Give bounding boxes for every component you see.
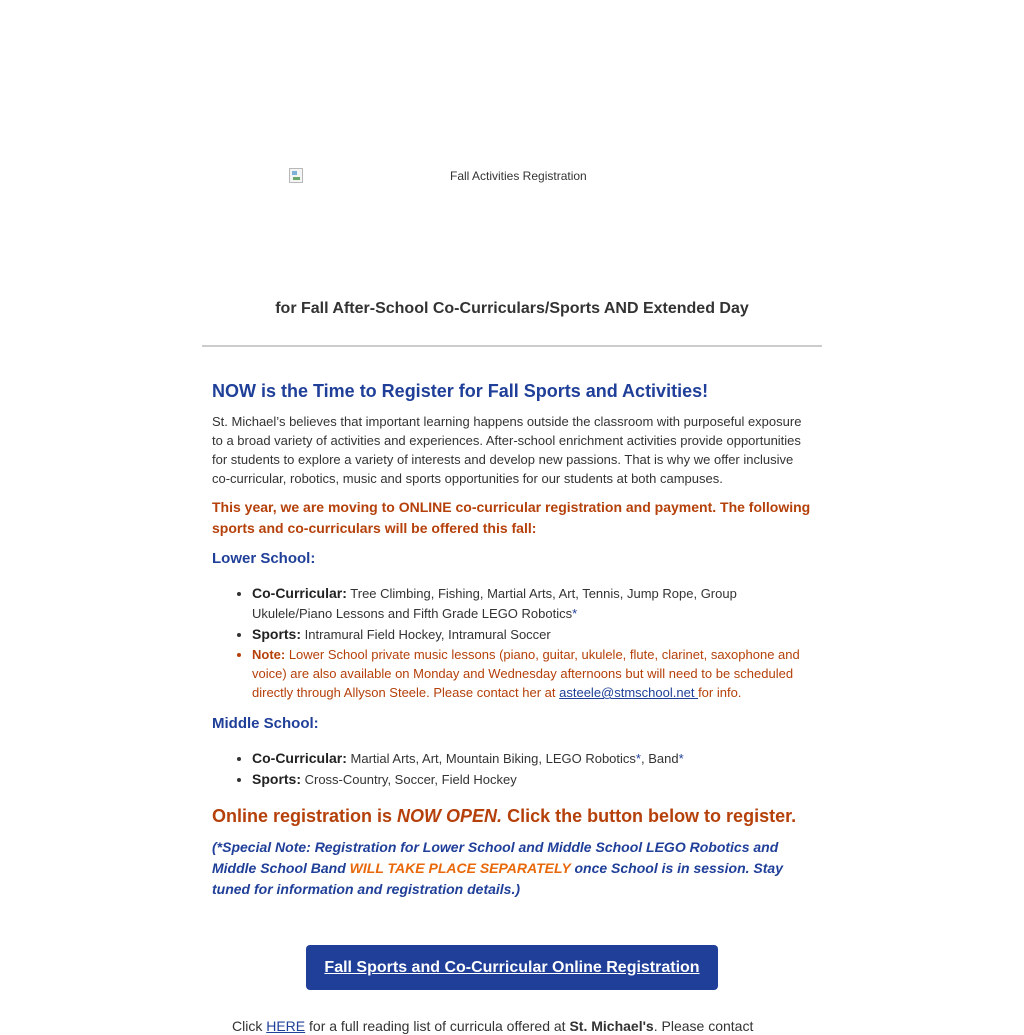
item-text: Intramural Field Hockey, Intramural Soccer xyxy=(301,627,551,642)
asterisk: * xyxy=(678,751,684,766)
header-image xyxy=(289,168,729,188)
asterisk: * xyxy=(635,751,641,766)
item-text: Tree Climbing, Fishing, Martial Arts, Art, Tennis, Jump Rope, Group Ukulele/Piano Lessons and Fifth Grade LEGO Robotics xyxy=(252,586,737,621)
email-link[interactable]: asteele@stmschool.net xyxy=(559,685,699,700)
asterisk: * xyxy=(572,606,578,621)
note-text: Lower School private music lessons (piano, guitar, ukulele, flute, clarinet, saxophone and voice) are also available on Monday and Wednesday afternoons but will need to be scheduled directly through Allyson Steele. Please contact her at xyxy=(252,647,800,700)
note-label: Note: xyxy=(252,647,286,662)
item-text: , Band xyxy=(640,751,679,766)
page-subtitle: for Fall After-School Co-Curriculars/Sports AND Extended Day xyxy=(275,300,749,317)
registration-button[interactable]: Fall Sports and Co-Curricular Online Registration xyxy=(306,945,718,990)
middle-school-heading: Middle School: xyxy=(212,715,319,732)
item-label: Sports: xyxy=(252,771,301,787)
footer-text xyxy=(232,1017,832,1035)
list-item xyxy=(252,645,812,702)
registration-emphasis: NOW OPEN. xyxy=(397,806,503,826)
intro-paragraph: St. Michael’s believes that important learning happens outside the classroom with purposeful exposure to a broad variety of activities and experiences. After-school enrichment activities provide opportunities for students to explore a variety of interests and develop new passions. That is why we offer inclusive co-curricular, robotics, music and sports opportunities for our students at both campuses. xyxy=(212,414,802,486)
item-label: Co-Curricular: xyxy=(252,585,347,601)
registration-prefix: Online registration is xyxy=(212,806,398,826)
page-headline: NOW is the Time to Register for Fall Sports and Activities! xyxy=(212,381,709,401)
special-note-part1: (*Special Note: Registration for Lower School and Middle School LEGO Robotics and Middle School Band xyxy=(212,839,779,876)
registration-suffix: Click the button below to register. xyxy=(502,806,797,826)
footer-suffix: . Please contact xyxy=(653,1018,754,1034)
online-registration-notice: This year, we are moving to ONLINE co-curricular registration and payment. The following sports and co-curriculars will be offered this fall: xyxy=(212,499,811,536)
special-note-part2: once School is in session. Stay tuned for information and registration details.) xyxy=(212,860,783,897)
registration-open-heading xyxy=(212,804,812,828)
special-note-separately: WILL TAKE PLACE SEPARATELY xyxy=(349,860,571,876)
note-suffix: for info. xyxy=(698,685,742,700)
footer-school: St. Michael's xyxy=(569,1018,654,1034)
curricula-link[interactable]: HERE xyxy=(266,1018,306,1034)
broken-image-icon xyxy=(289,168,303,183)
list-item xyxy=(252,769,812,790)
item-text: Cross-Country, Soccer, Field Hockey xyxy=(301,772,517,787)
list-item xyxy=(252,748,812,769)
divider xyxy=(202,345,822,347)
special-note xyxy=(212,837,812,900)
list-item xyxy=(252,624,812,645)
header-image-alt: Fall Activities Registration xyxy=(450,169,587,183)
middle-school-list xyxy=(212,748,812,790)
item-text: Martial Arts, Art, Mountain Biking, LEGO Robotics xyxy=(346,751,636,766)
item-label: Sports: xyxy=(252,626,301,642)
lower-school-heading: Lower School: xyxy=(212,550,316,567)
item-label: Co-Curricular: xyxy=(252,750,347,766)
footer-prefix: Click xyxy=(232,1018,267,1034)
list-item xyxy=(252,583,812,624)
main-content xyxy=(212,380,812,900)
lower-school-list xyxy=(212,583,812,702)
footer-middle: for a full reading list of curricula offered at xyxy=(305,1018,570,1034)
